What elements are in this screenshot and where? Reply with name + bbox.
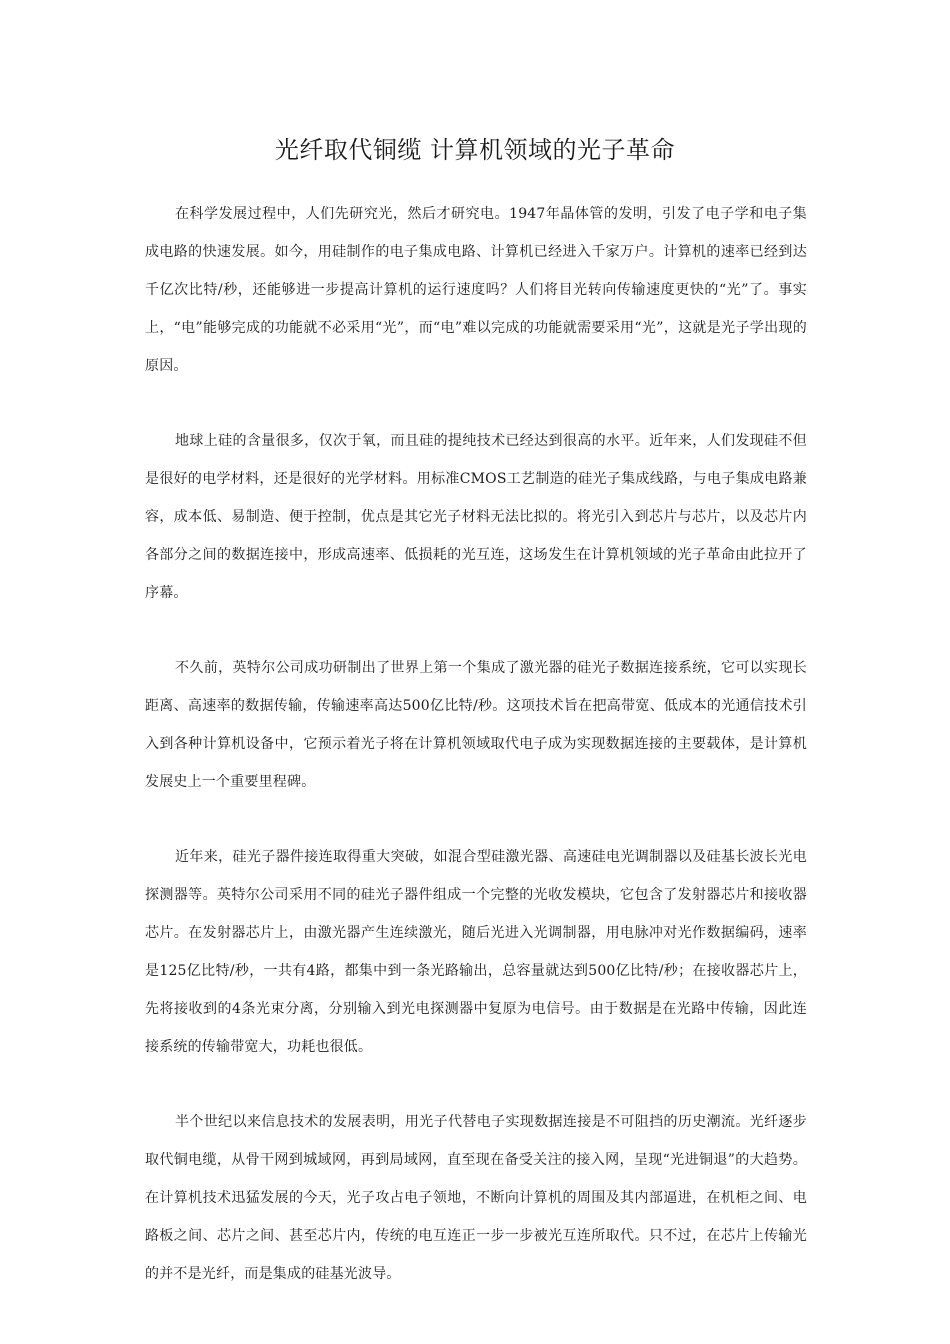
paragraph-4: 近年来，硅光子器件接连取得重大突破，如混合型硅激光器、高速硅电光调制器以及硅基长波长光电探测器等。英特尔公司采用不同的硅光子器件组成一个完整的光收发模块，它包含了发射器芯片和接收器芯片。在发射器芯片上，由激光器产生连续激光，随后光进入光调制器，用电脉冲对光作数据编码，速率是125亿比特/秒，一共有4路，都集中到一条光路输出，总容量就达到500亿比特/秒；在接收器芯片上，先将接收到的4条光束分离，分别输入到光电探测器中复原为电信号。由于数据是在光路中传输，因此连接系统的传输带宽大，功耗也很低。 [145, 849, 807, 1055]
paragraph-1: 在科学发展过程中，人们先研究光，然后才研究电。1947年晶体管的发明，引发了电子学和电子集成电路的快速发展。如今，用硅制作的电子集成电路、计算机已经进入千家万户。计算机的速率已经到达千亿次比特/秒，还能够进一步提高计算机的运行速度吗？人们将目光转向传输速度更快的“光”了。事实上，“电”能够完成的功能就不必采用“光”，而“电”难以完成的功能就需要采用“光”，这就是光子学出现的原因。 [145, 206, 807, 374]
document-body [145, 195, 807, 1330]
paragraph-2: 地球上硅的含量很多，仅次于氧，而且硅的提纯技术已经达到很高的水平。近年来，人们发现硅不但是很好的电学材料，还是很好的光学材料。用标准CMOS工艺制造的硅光子集成线路，与电子集成电路兼容，成本低、易制造、便于控制，优点是其它光子材料无法比拟的。将光引入到芯片与芯片，以及芯片内各部分之间的数据连接中，形成高速率、低损耗的光互连，这场发生在计算机领域的光子革命由此拉开了序幕。 [145, 433, 807, 601]
document-title: 光纤取代铜缆 计算机领域的光子革命 [274, 136, 676, 164]
paragraph-3: 不久前，英特尔公司成功研制出了世界上第一个集成了激光器的硅光子数据连接系统，它可以实现长距离、高速率的数据传输，传输速率高达500亿比特/秒。这项技术旨在把高带宽、低成本的光通信技术引入到各种计算机设备中，它预示着光子将在计算机领域取代电子成为实现数据连接的主要载体，是计算机发展史上一个重要里程碑。 [145, 660, 807, 790]
paragraph-5: 半个世纪以来信息技术的发展表明，用光子代替电子实现数据连接是不可阻挡的历史潮流。光纤逐步取代铜电缆，从骨干网到城域网，再到局域网，直至现在备受关注的接入网，呈现“光进铜退”的大趋势。在计算机技术迅猛发展的今天，光子攻占电子领地，不断向计算机的周围及其内部逼进，在机柜之间、电路板之间、芯片之间、甚至芯片内，传统的电互连正一步一步被光互连所取代。只不过，在芯片上传输光的并不是光纤，而是集成的硅基光波导。 [145, 1114, 807, 1282]
